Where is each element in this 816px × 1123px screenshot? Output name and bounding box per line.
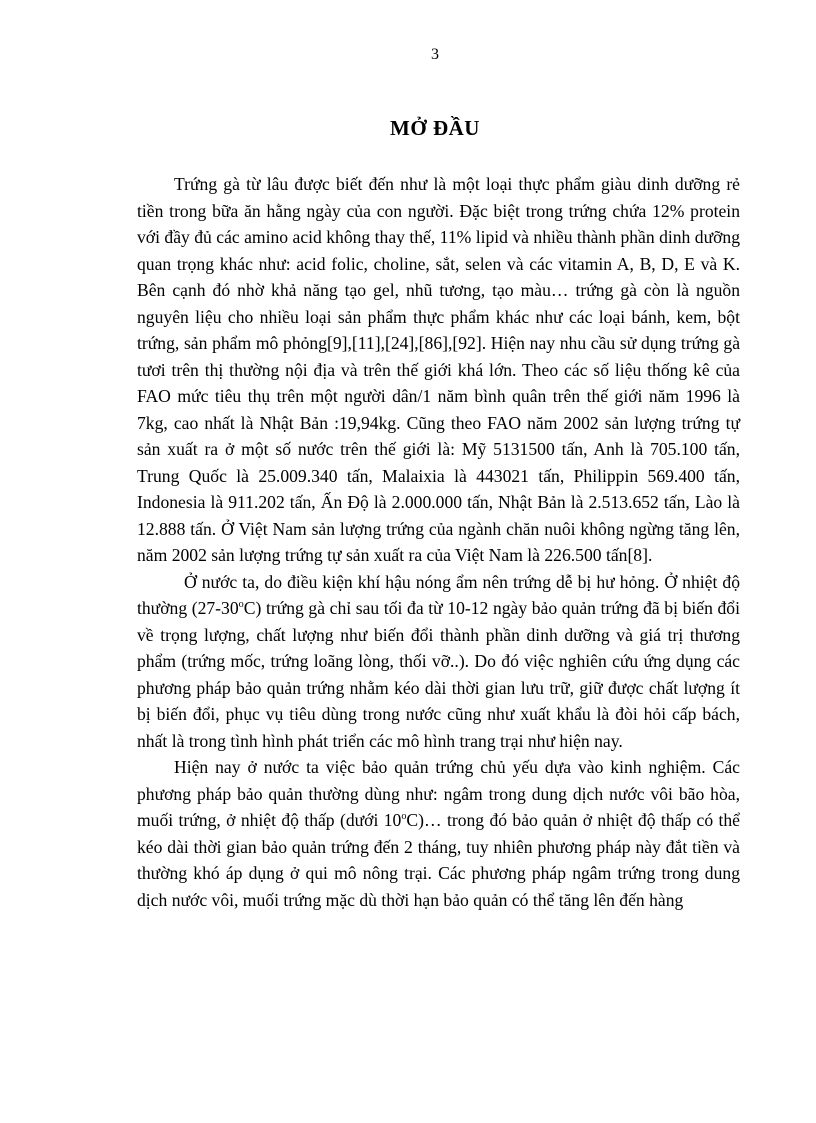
body-text xyxy=(137,171,740,913)
paragraph-3-text-b: C)… trong đó bảo quản ở nhiệt độ thấp có thể kéo dài thời gian bảo quản trứng đến 2 tháng, tuy nhiên phương pháp này đắt tiền và thường khó áp dụng ở qui mô nông trại. Các phương pháp ngâm trứng trong dung dịch nước vôi, muối trứng mặc dù thời hạn bảo quản có thể tăng lên đến hàng xyxy=(137,810,740,910)
paragraph-2-text-b: C) trứng gà chỉ sau tối đa từ 10-12 ngày bảo quản trứng đã bị biến đổi về trọng lượng, chất lượng như biến đổi thành phần dinh dưỡng và giá trị thương phẩm (trứng mốc, trứng loãng lòng, thối vỡ..). Do đó việc nghiên cứu ứng dụng các phương pháp bảo quản trứng nhằm kéo dài thời gian lưu trữ, giữ được chất lượng ít bị biến đổi, phục vụ tiêu dùng trong nước cũng như xuất khẩu là đòi hỏi cấp bách, nhất là trong tình hình phát triển các mô hình trang trại như hiện nay. xyxy=(137,598,740,751)
paragraph-2 xyxy=(137,569,740,755)
paragraph-3 xyxy=(137,754,740,913)
paragraph-1 xyxy=(137,171,740,569)
degree-superscript: o xyxy=(401,811,407,823)
paragraph-3-text-a: Hiện nay ở nước ta việc bảo quản trứng chủ yếu dựa vào kinh nghiệm. Các phương pháp bảo quản thường dùng như: ngâm trong dung dịch nước vôi bão hòa, muối trứng, ở nhiệt độ thấp (dưới 10 xyxy=(137,757,740,830)
section-heading: MỞ ĐẦU xyxy=(390,116,480,140)
paragraph-2-text-a: Ở nước ta, do điều kiện khí hậu nóng ẩm nên trứng dễ bị hư hỏng. Ở nhiệt độ thường (27-30 xyxy=(137,571,740,618)
paragraph-1-text: Trứng gà từ lâu được biết đến như là một loại thực phẩm giàu dinh dưỡng rẻ tiền trong bữa ăn hằng ngày của con người. Đặc biệt trong trứng chứa 12% protein với đầy đủ các amino acid không thay thế, 11% lipid và nhiều thành phần dinh dưỡng quan trọng khác như: acid folic, choline, sắt, selen và các vitamin A, B, D, E và K. Bên cạnh đó nhờ khả năng tạo gel, nhũ tương, tạo màu… trứng gà còn là nguồn nguyên liệu cho nhiều loại sản phẩm thực phẩm khác như các loại bánh, kem, bột trứng, sản phẩm mô phỏng[9],[11],[24],[86],[92]. Hiện nay nhu cầu sử dụng trứng gà tươi trên thị thường nội địa và trên thế giới khá lớn. Theo các số liệu thống kê của FAO mức tiêu thụ trên một người dân/1 năm bình quân trên thế giới năm 1996 là 7kg, cao nhất là Nhật Bản :19,94kg. Cũng theo FAO năm 2002 sản lượng trứng tự sản xuất ra ở một số nước trên thế giới là: Mỹ 5131500 tấn, Anh là 705.100 tấn, Trung Quốc là 25.009.340 tấn, Malaixia là 443021 tấn, Philippin 569.400 tấn, Indonesia là 911.202 tấn, Ấn Độ là 2.000.000 tấn, Nhật Bản là 2.513.652 tấn, Lào là 12.888 tấn. Ở Việt Nam sản lượng trứng của ngành chăn nuôi không ngừng tăng lên, năm 2002 sản lượng trứng tự sản xuất ra của Việt Nam là 226.500 tấn[8]. xyxy=(137,174,740,565)
page-number: 3 xyxy=(431,46,439,63)
degree-superscript: o xyxy=(238,599,244,611)
